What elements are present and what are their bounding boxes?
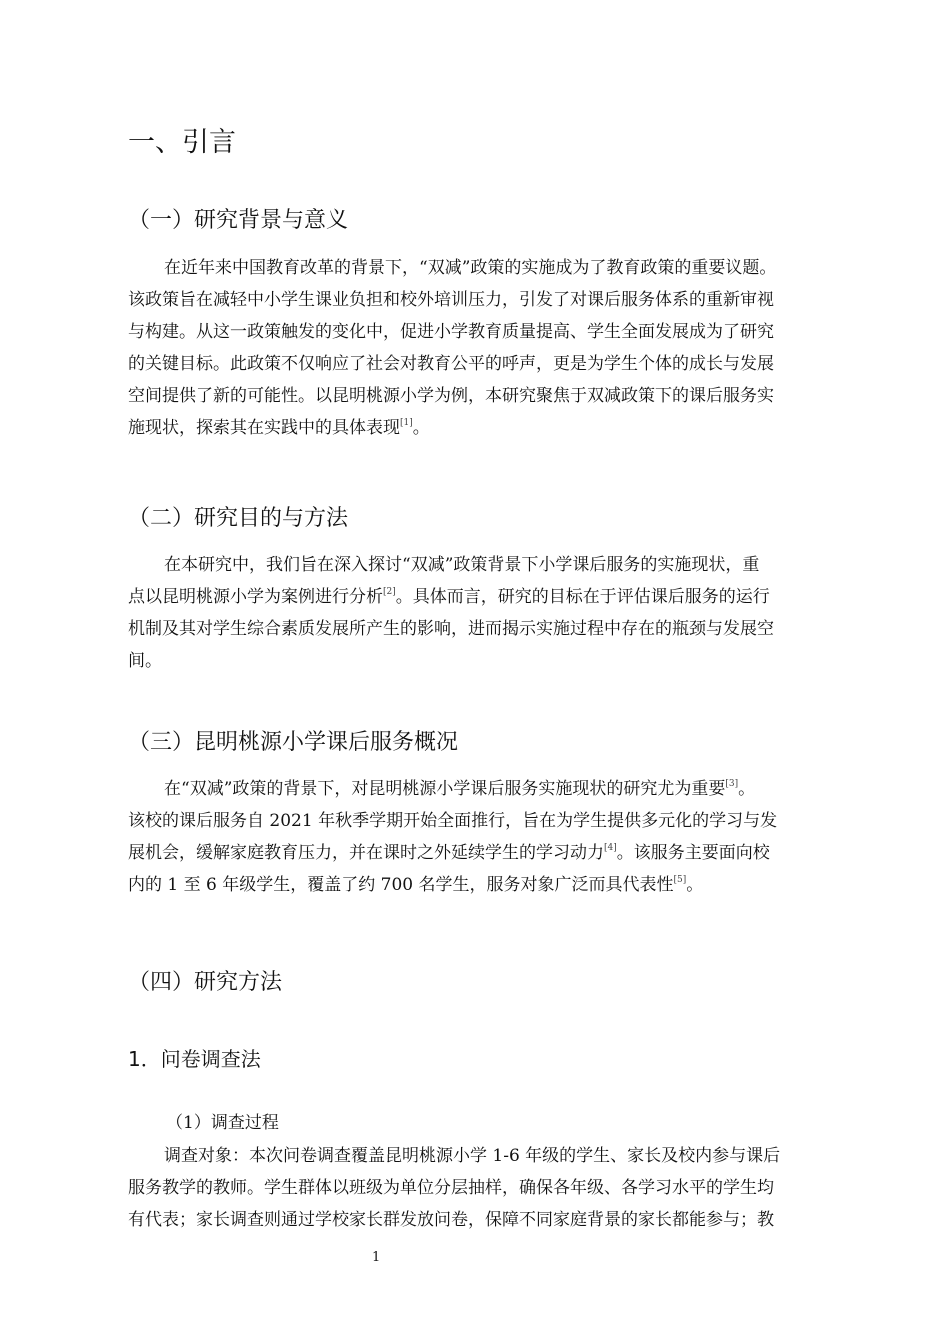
text-segment: 在“双减”政策的背景下，对昆明桃源小学课后服务实施现状的研究尤为重要 — [164, 779, 726, 799]
section-title-methods: （四）研究方法 — [128, 970, 283, 995]
main-heading: 一、引言 — [128, 127, 236, 158]
subsubsection-title-process: （1）调查过程 — [166, 1113, 279, 1133]
text-line: 调查对象：本次问卷调查覆盖昆明桃源小学 1-6 年级的学生、家长及校内参与课后 — [164, 1146, 781, 1166]
paragraph-purpose — [128, 549, 858, 677]
text-segment: 。 — [412, 418, 430, 438]
citation-ref: [2] — [383, 587, 396, 597]
text-line: 该校的课后服务自 2021 年秋季学期开始全面推行，旨在为学生提供多元化的学习与发 — [128, 811, 778, 831]
text-line — [128, 581, 858, 613]
paragraph-background — [128, 252, 858, 444]
section-title-purpose: （二）研究目的与方法 — [128, 506, 349, 531]
text-line: 服务教学的教师。学生群体以班级为单位分层抽样，确保各年级、各学习水平的学生均 — [128, 1178, 774, 1198]
paragraph-overview — [128, 773, 858, 901]
text-segment: 内的 1 至 6 年级学生，覆盖了约 700 名学生，服务对象广泛而具代表性 — [128, 875, 674, 895]
text-line: 的关键目标。此政策不仅响应了社会对教育公平的呼声，更是为学生个体的成长与发展 — [128, 354, 774, 374]
citation-ref: [4] — [604, 843, 617, 853]
text-line — [128, 773, 858, 805]
citation-ref: [3] — [725, 779, 739, 789]
text-line: 在本研究中，我们旨在深入探讨“双减”政策背景下小学课后服务的实施现状，重 — [164, 555, 760, 575]
page-number: 1 — [372, 1250, 381, 1265]
paragraph-survey — [128, 1140, 858, 1236]
text-line: 机制及其对学生综合素质发展所产生的影响，进而揭示实施过程中存在的瓶颈与发展空 — [128, 619, 774, 639]
section-title-overview: （三）昆明桃源小学课后服务概况 — [128, 730, 459, 755]
text-line — [128, 412, 858, 444]
text-line: 间。 — [128, 651, 162, 671]
text-line: 空间提供了新的可能性。以昆明桃源小学为例，本研究聚焦于双减政策下的课后服务实 — [128, 386, 774, 406]
section-title-background: （一）研究背景与意义 — [128, 208, 349, 233]
text-segment: 展机会，缓解家庭教育压力，并在课时之外延续学生的学习动力 — [128, 843, 604, 863]
text-line: 该政策旨在减轻中小学生课业负担和校外培训压力，引发了对课后服务体系的重新审视 — [128, 290, 774, 310]
text-line: 有代表；家长调查则通过学校家长群发放问卷，保障不同家庭背景的家长都能参与；教 — [128, 1210, 774, 1230]
text-line — [128, 837, 858, 869]
subsection-title-survey: 1．问卷调查法 — [128, 1047, 261, 1071]
text-segment: 。 — [686, 875, 704, 895]
text-segment: 点以昆明桃源小学为案例进行分析 — [128, 587, 383, 607]
text-line: 与构建。从这一政策触发的变化中，促进小学教育质量提高、学生全面发展成为了研究 — [128, 322, 774, 342]
citation-ref: [5] — [673, 875, 687, 885]
text-segment: 施现状，探索其在实践中的具体表现 — [128, 418, 400, 438]
text-segment: 。该服务主要面向校 — [616, 843, 770, 863]
text-line: 在近年来中国教育改革的背景下，“双减”政策的实施成为了教育政策的重要议题。 — [164, 258, 777, 278]
text-line — [128, 869, 858, 901]
text-segment: 。 — [738, 779, 756, 799]
citation-ref: [1] — [400, 418, 413, 428]
text-segment: 。具体而言，研究的目标在于评估课后服务的运行 — [395, 587, 770, 607]
